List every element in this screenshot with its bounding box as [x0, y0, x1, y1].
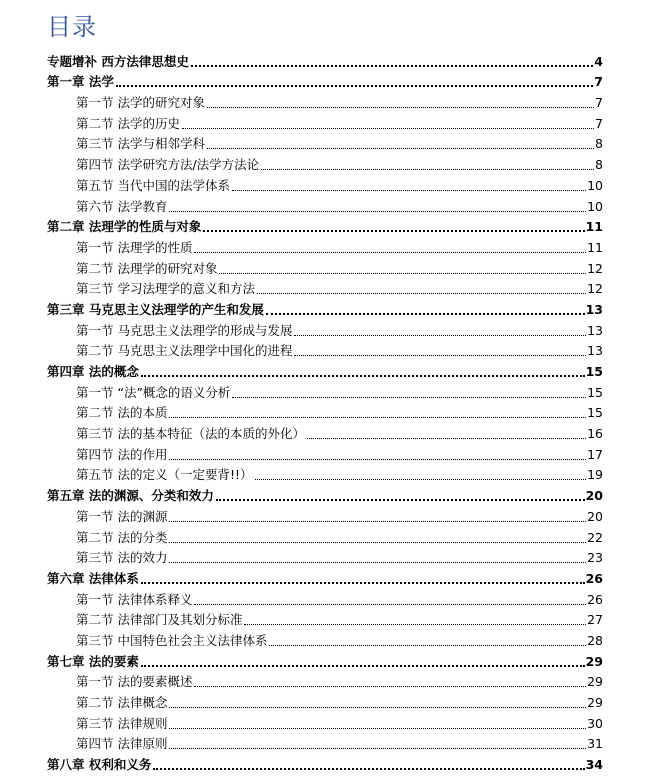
toc-page-number: 26	[587, 591, 603, 607]
toc-entry-title: 第一节 法理学的性质	[76, 239, 193, 255]
toc-chapter-entry[interactable]	[47, 215, 603, 236]
toc-dot-leader	[169, 459, 586, 460]
toc-dot-leader	[255, 479, 587, 480]
toc-dot-leader	[194, 686, 586, 687]
toc-entry-title: 第八章 权利和义务	[47, 757, 152, 773]
toc-dot-leader	[169, 728, 586, 729]
toc-entry-title: 第一章 法学	[47, 74, 114, 90]
toc-entry-title: 第三章 马克思主义法理学的产生和发展	[47, 301, 264, 317]
toc-page-number: 12	[587, 281, 603, 297]
toc-page-number: 15	[587, 405, 603, 421]
toc-section-entry[interactable]	[47, 318, 603, 339]
toc-dot-leader	[141, 582, 585, 584]
toc-entry-title: 第三节 学习法理学的意义和方法	[76, 281, 255, 297]
toc-entry-title: 第四章 法的概念	[47, 364, 139, 379]
toc-page-number: 29	[587, 695, 603, 710]
toc-dot-leader	[261, 169, 594, 170]
toc-section-entry[interactable]	[47, 194, 603, 215]
toc-page-number: 23	[587, 550, 603, 566]
toc-dot-leader	[169, 521, 586, 522]
toc-entry-title: 第四节 法律原则	[76, 736, 168, 752]
toc-section-entry[interactable]	[47, 401, 603, 422]
toc-page-number: 15	[585, 364, 603, 379]
toc-section-entry[interactable]	[47, 111, 603, 132]
toc-section-entry[interactable]	[47, 132, 603, 153]
toc-dot-leader	[266, 313, 585, 315]
toc-chapter-entry[interactable]	[47, 297, 603, 318]
toc-section-entry[interactable]	[47, 90, 603, 111]
toc-dot-leader	[203, 230, 584, 232]
toc-section-entry[interactable]	[47, 256, 603, 277]
toc-entry-title: 第一节 马克思主义法理学的形成与发展	[76, 322, 293, 338]
toc-dot-leader	[294, 335, 586, 336]
toc-section-entry[interactable]	[47, 525, 603, 546]
toc-page-number: 13	[587, 322, 603, 338]
toc-section-entry[interactable]	[47, 670, 603, 691]
toc-chapter-entry[interactable]	[47, 49, 603, 70]
toc-page-number: 30	[587, 715, 603, 731]
toc-page-number: 10	[587, 177, 603, 193]
toc-dot-leader	[169, 542, 586, 543]
toc-chapter-entry[interactable]	[47, 359, 603, 380]
toc-entry-title: 第二节 法的本质	[76, 405, 168, 421]
toc-page-number: 29	[585, 653, 603, 669]
toc-page-number: 34	[585, 757, 603, 773]
toc-section-entry[interactable]	[47, 608, 603, 629]
toc-entry-title: 第二节 法律部门及其划分标准	[76, 612, 243, 628]
toc-chapter-entry[interactable]	[47, 483, 603, 504]
toc-dot-leader	[257, 293, 586, 294]
toc-section-entry[interactable]	[47, 235, 603, 256]
toc-page-number: 28	[587, 632, 603, 648]
toc-page-number: 29	[587, 674, 603, 690]
toc-entry-title: 第五章 法的渊源、分类和效力	[47, 488, 214, 504]
toc-entry-title: 第七章 法的要素	[47, 653, 139, 669]
toc-entry-title: 第四节 法学研究方法/法学方法论	[76, 157, 260, 173]
table-of-contents	[47, 49, 603, 773]
toc-dot-leader	[232, 190, 586, 191]
toc-entry-title: 第三节 法学与相邻学科	[76, 136, 205, 152]
toc-page-number: 13	[587, 343, 603, 359]
toc-entry-title: 第一节 法律体系释义	[76, 591, 193, 607]
toc-page-number: 7	[595, 115, 603, 131]
toc-dot-leader	[169, 562, 586, 563]
toc-section-entry[interactable]	[47, 587, 603, 608]
toc-dot-leader	[194, 604, 586, 605]
toc-dot-leader	[116, 85, 593, 87]
toc-dot-leader	[307, 438, 586, 439]
toc-entry-title: 第二节 法学的历史	[76, 115, 180, 131]
toc-page-number: 11	[585, 219, 603, 235]
toc-section-entry[interactable]	[47, 546, 603, 567]
toc-page-number: 10	[587, 198, 603, 214]
toc-chapter-entry[interactable]	[47, 566, 603, 587]
toc-section-entry[interactable]	[47, 628, 603, 649]
toc-chapter-entry[interactable]	[47, 70, 603, 91]
toc-dot-leader	[194, 252, 586, 253]
toc-page-number: 4	[594, 53, 603, 69]
toc-section-entry[interactable]	[47, 421, 603, 442]
toc-page-number: 8	[595, 136, 603, 152]
toc-entry-title: 第三节 法的效力	[76, 550, 168, 566]
toc-entry-title: 第一节 “法”概念的语义分析	[76, 384, 231, 400]
toc-dot-leader	[244, 624, 586, 625]
toc-entry-title: 第二章 法理学的性质与对象	[47, 219, 202, 235]
toc-page-number: 22	[587, 529, 603, 545]
toc-section-entry[interactable]	[47, 504, 603, 525]
toc-entry-title: 第五节 法的定义（一定要背!!）	[76, 467, 253, 483]
toc-page-number: 11	[587, 239, 603, 255]
toc-entry-title: 第二节 法理学的研究对象	[76, 260, 218, 276]
toc-entry-title: 第一节 法的要素概述	[76, 674, 193, 690]
toc-entry-title: 第一节 法学的研究对象	[76, 95, 205, 111]
toc-section-entry[interactable]	[47, 339, 603, 360]
toc-dot-leader	[169, 707, 586, 708]
toc-entry-title: 第六节 法学教育	[76, 198, 168, 214]
toc-entry-title: 第三节 中国特色社会主义法律体系	[76, 632, 268, 648]
toc-dot-leader	[169, 211, 586, 212]
toc-page-number: 20	[587, 508, 603, 524]
toc-entry-title: 第三节 法的基本特征（法的本质的外化）	[76, 426, 305, 442]
toc-section-entry[interactable]	[47, 463, 603, 484]
toc-dot-leader	[191, 65, 593, 67]
toc-section-entry[interactable]	[47, 442, 603, 463]
toc-chapter-entry[interactable]	[47, 649, 603, 670]
toc-dot-leader	[232, 397, 586, 398]
toc-section-entry[interactable]	[47, 152, 603, 173]
toc-page-number: 8	[595, 157, 603, 173]
toc-page-number: 27	[587, 612, 603, 628]
toc-section-entry[interactable]	[47, 277, 603, 298]
toc-entry-title: 第五节 当代中国的法学体系	[76, 177, 230, 193]
toc-page-number: 15	[587, 384, 603, 400]
toc-page-number: 12	[587, 260, 603, 276]
toc-page-number: 13	[585, 301, 603, 317]
toc-dot-leader	[141, 665, 585, 667]
toc-page-number: 7	[594, 74, 603, 90]
toc-dot-leader	[269, 645, 586, 646]
toc-page-number: 19	[587, 467, 603, 483]
toc-dot-leader	[207, 107, 594, 108]
toc-page-number: 7	[595, 95, 603, 111]
toc-section-entry[interactable]	[47, 732, 603, 753]
toc-page-number: 20	[585, 488, 603, 504]
toc-entry-title: 专题增补 西方法律思想史	[47, 53, 189, 69]
toc-entry-title: 第二节 法的分类	[76, 529, 168, 545]
toc-section-entry[interactable]	[47, 380, 603, 401]
toc-dot-leader	[216, 499, 585, 501]
toc-dot-leader	[207, 148, 594, 149]
toc-entry-title: 第二节 马克思主义法理学中国化的进程	[76, 343, 293, 359]
toc-entry-title: 第六章 法律体系	[47, 570, 139, 586]
toc-dot-leader	[182, 128, 594, 129]
toc-page-number: 16	[587, 426, 603, 442]
toc-dot-leader	[169, 748, 586, 749]
toc-entry-title: 第一节 法的渊源	[76, 508, 168, 524]
page-title: 目录	[47, 13, 97, 41]
toc-dot-leader	[294, 355, 586, 356]
toc-chapter-entry[interactable]	[47, 752, 603, 773]
toc-page-number: 17	[587, 446, 603, 462]
toc-dot-leader	[169, 417, 586, 418]
toc-dot-leader	[141, 375, 585, 377]
toc-dot-leader	[219, 273, 586, 274]
toc-entry-title: 第三节 法律规则	[76, 715, 168, 731]
toc-section-entry[interactable]	[47, 711, 603, 732]
toc-entry-title: 第四节 法的作用	[76, 446, 168, 462]
toc-page-number: 31	[587, 736, 603, 752]
toc-section-entry[interactable]	[47, 173, 603, 194]
toc-page-number: 26	[585, 570, 603, 586]
toc-entry-title: 第二节 法律概念	[76, 695, 168, 710]
toc-section-entry[interactable]	[47, 690, 603, 711]
toc-dot-leader	[153, 768, 584, 770]
